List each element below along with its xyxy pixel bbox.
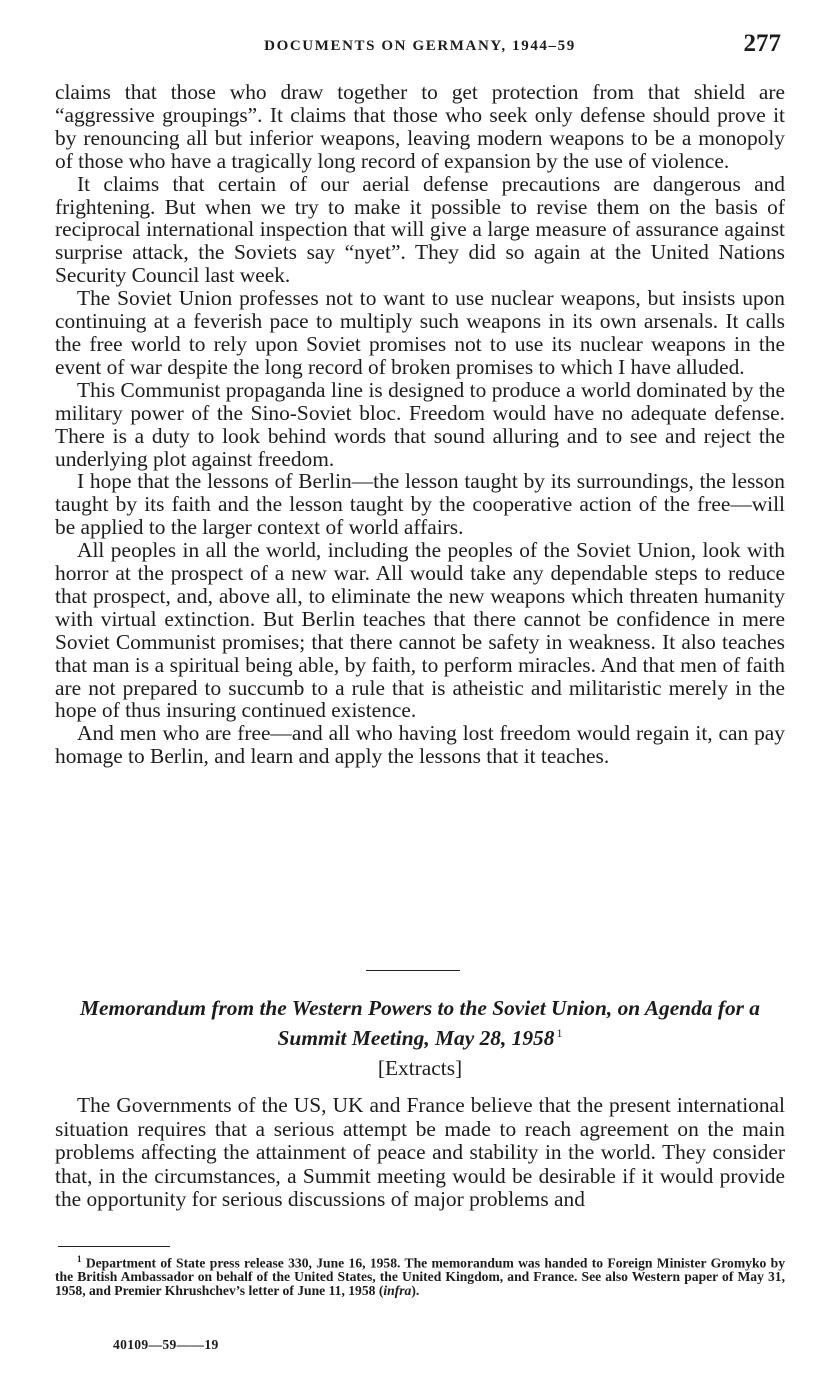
paragraph-6: All peoples in all the world, including the peoples of the Soviet Union, look with horror at the prospect of a new war. All would take any dependable steps to reduce that prospect, and, above all, to eliminate the new weapons which threaten humanity with virtual extinction. But Berlin teaches that there cannot be confidence in mere Soviet Communist promises; that there cannot be safety in weakness. It also teaches that man is a spiritual being able, by faith, to perform miracles. And that men of faith are not prepared to succumb to a rule that is atheistic and militaristic merely in the hope of thus insuring continued existence.	[55, 538, 785, 723]
footnote-paragraph	[55, 1253, 785, 1298]
speech-text	[55, 81, 785, 768]
footnote-infra: infra	[383, 1283, 412, 1299]
title-footnote-marker: 1	[556, 1026, 563, 1040]
memorandum-title-text: Memorandum from the Western Powers to the Soviet Union, on Agenda for a Summit Meeting, May 28, 1958	[79, 996, 761, 1051]
page-number: 277	[743, 30, 781, 57]
memorandum-text	[55, 1094, 785, 1212]
section-divider	[366, 970, 460, 971]
memorandum-title	[55, 996, 785, 1051]
memorandum-paragraph: The Governments of the US, UK and France believe that the present international situation requires that a serious attempt be made to reach agreement on the main problems affecting the attainment of peace and stability in the world. They consider that, in the circumstances, a Summit meeting would be desirable if it would provide the opportunity for serious discussions of major problems and	[55, 1093, 785, 1212]
printer-code: 40109—59——19	[113, 1337, 219, 1352]
paragraph-3: The Soviet Union professes not to want to use nuclear weapons, but insists upon continuing at a feverish pace to multiply such weapons in its own arsenals. It calls the free world to rely upon Soviet promises not to use its nuclear weapons in the event of war despite the long record of broken promises to which I have alluded.	[55, 286, 785, 379]
paragraph-2: It claims that certain of our aerial defense precautions are dangerous and frightening. But when we try to make it possible to revise them on the basis of reciprocal international inspection that will give a large measure of assurance against surprise attack, the Soviets say “nyet”. They did so again at the United Nations Security Council last week.	[55, 171, 785, 288]
footnote-number: 1	[77, 1254, 82, 1264]
paragraph-5: I hope that the lessons of Berlin—the lesson taught by its surroundings, the lesson taught by its faith and the lesson taught by the cooperative action of the free—will be applied to the larger context of world affairs.	[55, 469, 785, 540]
footnote-rule	[58, 1246, 170, 1247]
footnote-text-end: ).	[411, 1283, 420, 1299]
paragraph-1: claims that those who draw together to get protection from that shield are “aggressive groupings”. It claims that those who seek only defense should prove it by renouncing all but inferior weapons, leaving modern weapons to be a monopoly of those who have a tragically long record of expansion by the use of violence.	[55, 80, 785, 173]
paragraph-4: This Communist propaganda line is designed to produce a world dominated by the military power of the Sino-Soviet bloc. Freedom would have no adequate defense. There is a duty to look behind words that sound alluring and to see and reject the underlying plot against freedom.	[55, 377, 785, 471]
running-title: DOCUMENTS ON GERMANY, 1944–59	[264, 38, 576, 54]
footnote	[55, 1253, 785, 1298]
footnote-text: Department of State press release 330, June 16, 1958. The memorandum was handed to Foreign Minister Gromyko by the British Ambassador on behalf of the United States, the United Kingdom, and France. See also Western paper of May 31, 1958, and Premier Khrushchev’s letter of June 11, 1958 (	[55, 1255, 785, 1299]
running-head	[55, 30, 785, 64]
extracts-label: [Extracts]	[377, 1056, 463, 1080]
paragraph-7: And men who are free—and all who having lost freedom would regain it, can pay homage to Berlin, and learn and apply the lessons that it teaches.	[55, 721, 785, 769]
